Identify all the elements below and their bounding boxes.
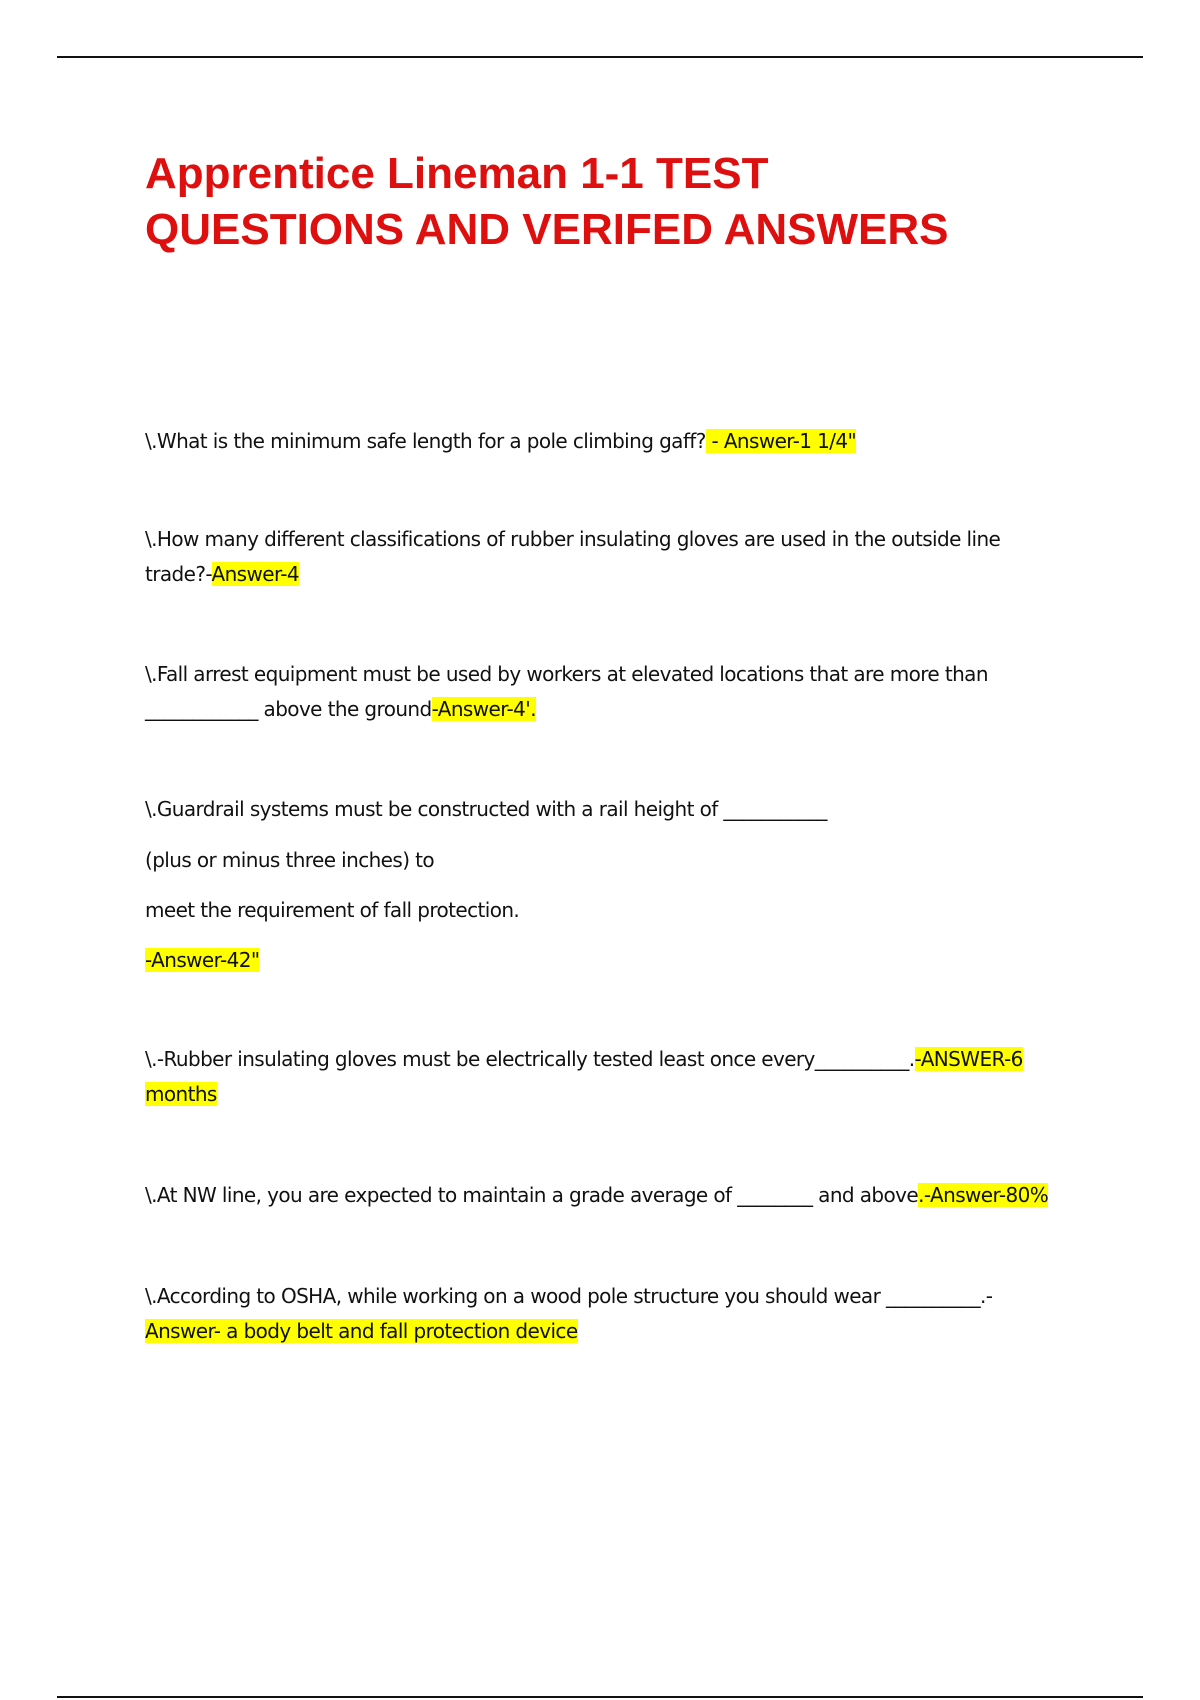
question-text: \.How many different classifications of rubber insulating gloves are used in the outside line (145, 527, 1001, 551)
qa-item-3 (145, 657, 1095, 727)
question-text: \.Fall arrest equipment must be used by workers at elevated locations that are more than (145, 662, 988, 686)
answer-highlight: Answer-4 (211, 562, 300, 586)
qa-item-4-line-1 (145, 792, 1095, 827)
question-text-cont: ____________ above the ground (145, 697, 432, 721)
question-text: \.-Rubber insulating gloves must be electrically tested least once every__________. (145, 1047, 915, 1071)
answer-highlight: - Answer-1 1/4" (705, 429, 857, 453)
answer-highlight: -Answer-42" (145, 948, 260, 972)
qa-item-1 (145, 424, 1095, 459)
qa-item-6 (145, 1178, 1095, 1213)
document-title (145, 146, 1095, 258)
answer-highlight: Answer- a body belt and fall protection device (145, 1319, 578, 1343)
question-text: \.According to OSHA, while working on a wood pole structure you should wear __________.- (145, 1284, 993, 1308)
question-text-cont: trade?- (145, 562, 212, 586)
title-line-1: Apprentice Lineman 1-1 TEST (145, 149, 769, 198)
top-rule (57, 56, 1143, 58)
answer-highlight: .-Answer-80% (918, 1183, 1049, 1207)
question-text-cont: (plus or minus three inches) to (145, 848, 435, 872)
question-text: \.At NW line, you are expected to maintain a grade average of ________ and above (145, 1183, 919, 1207)
qa-item-4-answer (145, 943, 1095, 978)
qa-item-5 (145, 1042, 1095, 1112)
question-text: \.Guardrail systems must be constructed with a rail height of ___________ (145, 797, 827, 821)
qa-item-4-line-3 (145, 893, 1095, 928)
title-line-2: QUESTIONS AND VERIFED ANSWERS (145, 205, 949, 254)
qa-item-4-line-2 (145, 843, 1095, 878)
answer-highlight: -Answer-4'. (431, 697, 536, 721)
question-text: \.What is the minimum safe length for a pole climbing gaff? (145, 429, 706, 453)
bottom-rule (57, 1696, 1143, 1698)
qa-item-2 (145, 522, 1095, 592)
qa-item-7 (145, 1279, 1095, 1349)
answer-highlight: -ANSWER-6 (914, 1047, 1023, 1071)
question-text-cont: meet the requirement of fall protection. (145, 898, 520, 922)
answer-highlight-cont: months (145, 1082, 217, 1106)
